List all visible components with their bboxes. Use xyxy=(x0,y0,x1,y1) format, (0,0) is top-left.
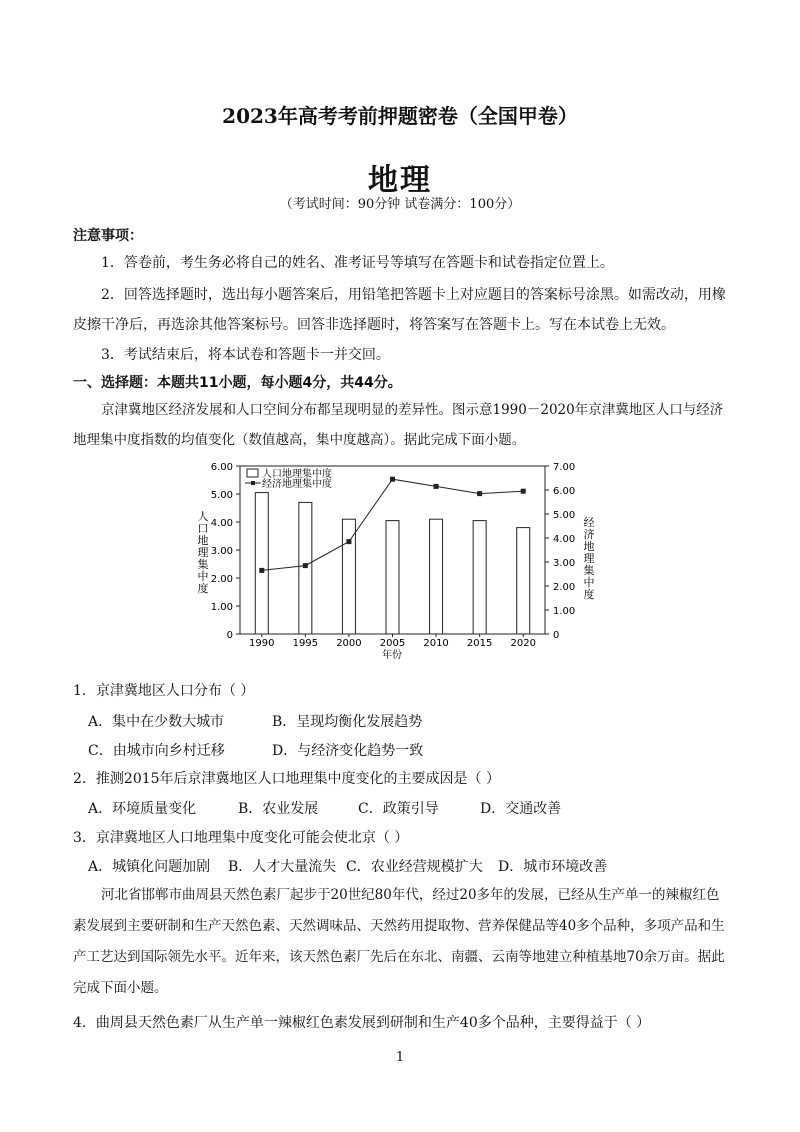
economy-point xyxy=(303,563,308,568)
x-tick-label: 2020 xyxy=(510,638,536,649)
concentration-chart xyxy=(195,458,595,663)
right-tick-label: 0 xyxy=(553,630,560,641)
q3-option-d[interactable]: D．城市环境改善 xyxy=(498,859,608,875)
x-tick-label: 2015 xyxy=(466,638,493,649)
exam-info: （考试时间：90分钟 试卷满分：100分） xyxy=(279,197,521,212)
question-4-stem: 4．曲周县天然色素厂从生产单一辣椒红色素发展到研制和生产40多个品种，主要得益于（ ） xyxy=(73,1015,651,1031)
q2-option-a[interactable]: A．环境质量变化 xyxy=(88,801,197,817)
notice-item-2: 2．回答选择题时，选出每小题答案后，用铅笔把答题卡上对应题目的答案标号涂黑。如需改动，用橡皮擦干净后，再选涂其他答案标号。回答非选择题时，将答案写在答题卡上。写在本试卷上无效。 xyxy=(73,287,726,333)
notice-item-3: 3．考试结束后，将本试卷和答题卡一并交回。 xyxy=(101,347,390,363)
left-tick-label: 3.00 xyxy=(210,546,233,557)
economy-point xyxy=(390,477,395,482)
chart-legend xyxy=(245,467,332,490)
population-bar xyxy=(342,519,355,634)
economy-point xyxy=(346,539,351,544)
page-number: 1 xyxy=(395,1050,405,1065)
left-tick-label: 1.00 xyxy=(210,602,233,613)
exam-title: 2023年高考考前押题密卷（全国甲卷） xyxy=(222,104,578,128)
question-2-stem: 2．推测2015年后京津冀地区人口地理集中度变化的主要成因是（ ） xyxy=(73,771,500,787)
right-tick-label: 6.00 xyxy=(553,486,576,497)
x-axis-label: 年份 xyxy=(382,650,402,661)
y-axis-right-label: 经济地理集中度 xyxy=(583,516,595,601)
left-tick-label: 6.00 xyxy=(210,462,233,473)
legend-bar-swatch xyxy=(247,469,258,477)
q3-option-b[interactable]: B．人才大量流失 xyxy=(228,859,337,875)
legend-line-marker xyxy=(251,481,255,485)
notice-item-1: 1．答卷前，考生务必将自己的姓名、准考证号等填写在答题卡和试卷指定位置上。 xyxy=(101,255,614,271)
q1-option-b[interactable]: B．呈现均衡化发展趋势 xyxy=(272,714,423,730)
legend-line-label: 经济地理集中度 xyxy=(262,479,332,490)
economy-point xyxy=(434,484,439,489)
right-tick-label: 2.00 xyxy=(553,582,576,593)
left-tick-label: 4.00 xyxy=(210,518,233,529)
q3-option-c[interactable]: C．农业经营规模扩大 xyxy=(346,859,483,875)
q2-option-d[interactable]: D．交通改善 xyxy=(480,801,562,817)
economy-point xyxy=(259,568,264,573)
section-heading: 一、选择题：本题共11小题，每小题4分，共44分。 xyxy=(73,375,402,391)
population-bar xyxy=(299,502,312,634)
right-tick-label: 5.00 xyxy=(553,510,576,521)
question-3-stem: 3．京津冀地区人口地理集中度变化可能会使北京（ ） xyxy=(73,830,409,846)
right-tick-label: 4.00 xyxy=(553,534,576,545)
legend-bar-label: 人口地理集中度 xyxy=(262,469,332,480)
section-intro: 京津冀地区经济发展和人口空间分布都呈现明显的差异性。图示意1990－2020年京津冀地区人口与经济地理集中度指数的均值变化（数值越高，集中度越高）。据此完成下面小题。 xyxy=(73,402,724,448)
notice-heading: 注意事项： xyxy=(73,228,143,244)
economy-point xyxy=(477,491,482,496)
question-1-stem: 1．京津冀地区人口分布（ ） xyxy=(73,683,255,699)
left-tick-label: 0 xyxy=(226,630,233,641)
left-tick-label: 2.00 xyxy=(210,574,233,585)
left-tick-label: 5.00 xyxy=(210,490,233,501)
population-bar xyxy=(517,528,530,634)
passage-2: 河北省邯郸市曲周县天然色素厂起步于20世纪80年代，经过20多年的发展，已经从生产单一的辣椒红色素发展到主要研制和生产天然色素、天然调味品、天然药用提取物、营养保健品等40多个品种，多项产品和生产工艺达到国际领先水平。近年来，该天然色素厂先后在东北、南疆、云南等地建立种植基地70余万亩。据此完成下面小题。 xyxy=(73,887,725,996)
x-tick-label: 2005 xyxy=(379,638,406,649)
population-bar xyxy=(473,521,486,634)
x-tick-label: 1990 xyxy=(249,638,275,649)
q3-option-a[interactable]: A．城镇化问题加剧 xyxy=(88,859,211,875)
x-tick-label: 2000 xyxy=(336,638,362,649)
x-tick-label: 2010 xyxy=(423,638,449,649)
population-bar xyxy=(255,493,268,634)
x-tick-label: 1995 xyxy=(292,638,319,649)
y-axis-left-label: 人口地理集中度 xyxy=(197,510,209,595)
q1-option-d[interactable]: D．与经济变化趋势一致 xyxy=(272,743,424,759)
population-bar xyxy=(430,519,443,634)
subject-title: 地理 xyxy=(368,163,432,198)
right-tick-label: 3.00 xyxy=(553,558,576,569)
population-bar xyxy=(386,521,399,634)
q2-option-c[interactable]: C．政策引导 xyxy=(358,801,439,817)
q1-option-a[interactable]: A．集中在少数大城市 xyxy=(88,714,225,730)
right-tick-label: 7.00 xyxy=(553,462,576,473)
q1-option-c[interactable]: C．由城市向乡村迁移 xyxy=(88,743,225,759)
right-tick-label: 1.00 xyxy=(553,606,576,617)
q2-option-b[interactable]: B．农业发展 xyxy=(238,801,319,817)
economy-point xyxy=(521,489,526,494)
